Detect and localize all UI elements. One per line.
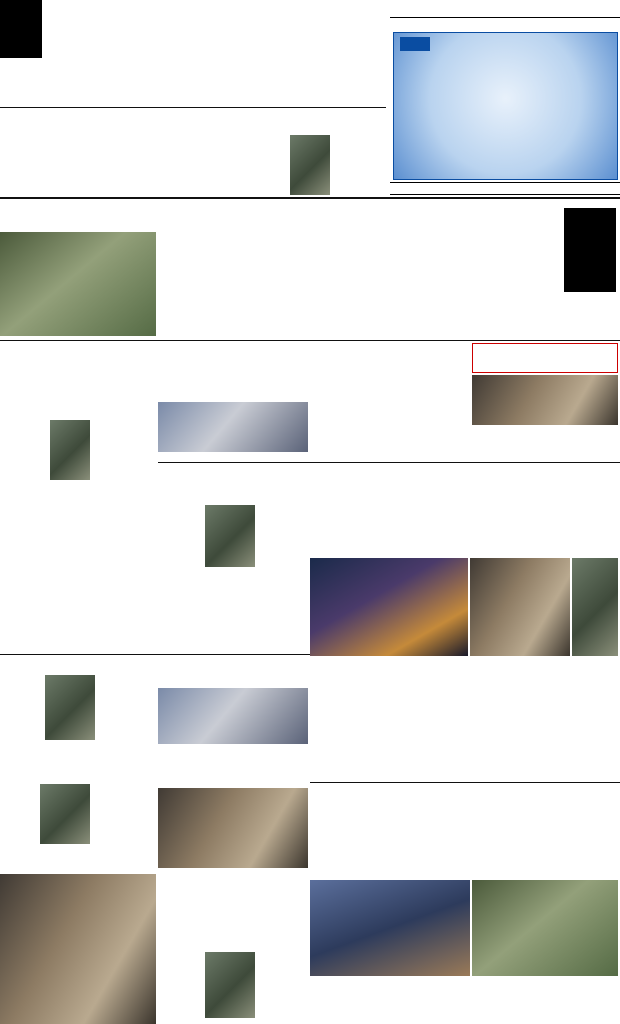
story-4c-body [0,622,230,652]
headline-12-box [310,542,620,556]
portrait-photo-2 [205,505,255,567]
headline-9-box [390,465,620,501]
arrest-photo [0,874,156,1024]
divider [0,654,310,655]
story-3c-body [258,505,310,567]
story-2-body [160,302,620,338]
english-name-bar [390,18,620,30]
abc-badge [400,37,430,51]
cleric-portrait [205,952,255,1018]
reporter-photo [50,420,90,480]
story-3b-body [158,343,308,401]
photo-caption-5 [310,978,618,986]
headline-14-box [158,657,308,675]
story-4b-body [0,482,156,522]
ribbon-cutting-photo [158,788,308,868]
story-4-body [0,150,286,195]
divider [158,462,620,463]
story-2c-body [390,503,620,541]
story-2d-body [310,834,620,878]
photo-caption-4 [158,870,308,878]
headline-7-box [158,676,308,686]
cleric-photo [572,558,618,656]
divider [310,782,620,783]
divider [0,197,620,199]
turban-portrait [45,675,95,740]
photo-caption-2 [472,427,618,435]
photo-caption-3 [310,658,618,666]
lead-headline-box [160,200,620,300]
police-officer-photo [40,784,90,844]
headline-10-box [0,848,156,872]
story-5b-body [158,465,388,501]
headline-13-box [0,657,156,673]
headline-3-box [0,110,234,148]
headline-11-box [472,343,618,373]
headline-5-box [0,200,156,230]
divider [0,107,386,108]
story-1b-body [232,570,308,652]
event-photo [158,402,308,452]
iftar-photo [472,880,618,976]
story-1-body [0,60,386,106]
portrait-photo [290,135,330,195]
column-name-maryam [564,208,616,292]
masthead-logo-panel [393,32,618,180]
ppc-group-photo [158,688,308,744]
headline-8-box [310,784,620,832]
bazaar-photo [310,558,468,656]
meeting-photo [310,880,470,976]
column-name-adnan [0,0,42,58]
story-4d-body [310,988,620,1024]
market-photo [470,558,570,656]
story-5c-body [158,746,308,786]
scholars-photo [472,375,618,425]
issue-bar [390,182,620,195]
headline-4-box [310,375,470,401]
story-1c-body [158,880,308,950]
headline-1-box [44,0,386,58]
divider [0,340,620,341]
tagline-bar [390,0,620,18]
headline-6-box [0,568,230,620]
story-3d-body [0,742,156,782]
award-photo [0,232,156,336]
